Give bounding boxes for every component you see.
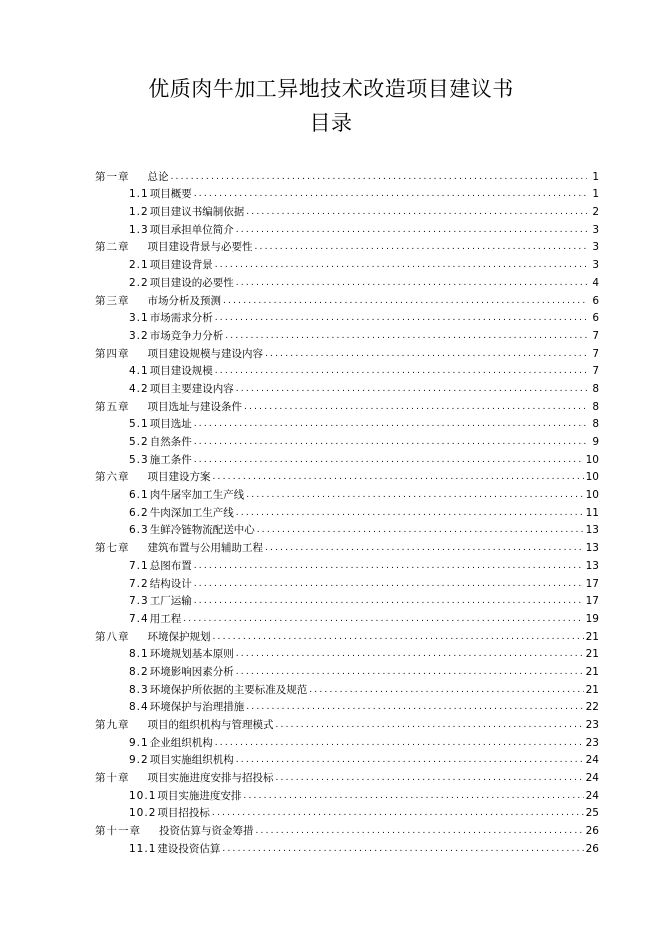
toc-dot-leader (194, 436, 587, 449)
toc-entry-title: 结构设计 (149, 577, 192, 590)
toc-entry-title: 建设投资估算 (157, 842, 221, 855)
toc-dot-leader (194, 595, 584, 608)
toc-dot-leader (257, 524, 584, 537)
toc-chapter-entry[interactable] (95, 396, 599, 414)
document-title: 优质肉牛加工异地技术改造项目建议书 (148, 77, 514, 101)
toc-section-entry[interactable] (95, 449, 599, 467)
toc-entry-number: 7.2 (129, 577, 149, 590)
toc-entry-number: 第一章 (95, 170, 130, 183)
toc-entry-title: 环境影响因素分析 (149, 665, 234, 678)
toc-entry-number: 10.1 (129, 789, 157, 802)
toc-entry-number: 6.1 (129, 489, 149, 502)
toc-section-entry[interactable] (95, 184, 599, 202)
toc-entry-number: 1.1 (129, 188, 149, 201)
toc-entry-number: 4.1 (129, 365, 149, 378)
toc-page-number: 24 (585, 789, 599, 802)
toc-section-entry[interactable] (95, 555, 599, 573)
toc-dot-leader (194, 454, 584, 467)
toc-entry-title: 市场竞争力分析 (149, 329, 224, 342)
toc-entry-title: 项目概要 (149, 188, 192, 201)
toc-section-entry[interactable] (95, 608, 599, 626)
toc-entry-title: 项目建设背景 (149, 259, 213, 272)
toc-dot-leader (194, 188, 587, 201)
toc-section-entry[interactable] (95, 272, 599, 290)
toc-entry-number: 第九章 (95, 719, 130, 731)
toc-section-entry[interactable] (95, 325, 599, 343)
toc-entry-title: 项目建设背景与必要性 (147, 241, 253, 254)
toc-page-number: 23 (585, 736, 599, 749)
toc-entry-number: 8.3 (129, 683, 149, 696)
toc-page-number: 6 (592, 294, 599, 307)
toc-chapter-entry[interactable] (95, 714, 599, 732)
toc-page-number: 26 (585, 842, 599, 855)
toc-dot-leader (243, 790, 583, 803)
toc-section-entry[interactable] (95, 697, 599, 715)
toc-dot-leader (222, 843, 583, 856)
toc-entry-title: 牛肉深加工生产线 (149, 506, 234, 519)
toc-dot-leader (246, 206, 587, 219)
toc-page-number: 8 (592, 382, 599, 395)
toc-dot-leader (246, 701, 583, 714)
toc-entry-number: 1.3 (129, 223, 149, 236)
toc-entry-number: 7.4 (129, 612, 149, 625)
toc-dot-leader (276, 719, 584, 732)
toc-section-entry[interactable] (95, 254, 599, 272)
toc-dot-leader (255, 241, 588, 254)
toc-dot-leader (236, 648, 584, 661)
toc-dot-leader (215, 312, 587, 325)
toc-entry-title: 施工条件 (149, 453, 192, 466)
toc-dot-leader (194, 418, 587, 431)
toc-entry-title: 自然条件 (149, 436, 192, 448)
toc-section-entry[interactable] (95, 378, 599, 396)
toc-page-number: 19 (585, 612, 599, 625)
toc-entry-number: 第四章 (95, 347, 130, 360)
toc-entry-title: 项目选址与建设条件 (147, 400, 242, 413)
toc-entry-title: 肉牛屠宰加工生产线 (149, 489, 245, 502)
toc-entry-title: 项目建设方案 (147, 471, 211, 484)
toc-section-entry[interactable] (95, 785, 599, 803)
toc-entry-number: 8.2 (129, 665, 149, 678)
toc-entry-title: 项目的组织机构与管理模式 (147, 719, 274, 731)
toc-dot-leader (236, 383, 587, 396)
toc-section-entry[interactable] (95, 219, 599, 237)
toc-dot-leader (215, 365, 587, 378)
toc-entry-number: 第七章 (95, 542, 130, 555)
toc-chapter-entry[interactable] (95, 626, 599, 644)
toc-dot-leader (265, 348, 587, 361)
toc-page-number: 3 (592, 241, 599, 254)
toc-entry-title: 项目建设规模 (149, 365, 213, 378)
toc-page-number: 4 (592, 276, 599, 289)
toc-page-number: 9 (592, 436, 599, 448)
toc-entry-title: 项目实施进度安排与招投标 (147, 772, 274, 785)
toc-page-number: 23 (585, 719, 599, 731)
toc-page-number: 7 (592, 329, 599, 342)
toc-entry-number: 4.2 (129, 382, 149, 395)
toc-entry-title: 环境保护与治理措施 (149, 701, 245, 714)
toc-entry-title: 市场需求分析 (149, 312, 213, 325)
toc-section-entry[interactable] (95, 201, 599, 219)
toc-entry-number: 第十一章 (95, 825, 141, 838)
toc-page-number: 25 (585, 807, 599, 820)
toc-chapter-entry[interactable] (95, 767, 599, 785)
toc-entry-number: 5.3 (129, 453, 149, 466)
toc-page-number: 17 (585, 595, 599, 608)
toc-dot-leader (246, 489, 583, 502)
toc-page-number: 1 (592, 170, 599, 183)
toc-page-number: 13 (585, 542, 599, 555)
toc-entry-title: 项目主要建设内容 (149, 382, 234, 395)
toc-entry-number: 5.2 (129, 436, 149, 448)
toc-entry-number: 11.1 (129, 842, 157, 855)
toc-dot-leader (194, 578, 584, 591)
toc-section-entry[interactable] (95, 838, 599, 856)
toc-page-number: 3 (592, 223, 599, 236)
toc-chapter-entry[interactable] (95, 237, 599, 255)
toc-section-entry[interactable] (95, 361, 599, 379)
toc-entry-number: 1.2 (129, 206, 149, 219)
toc-dot-leader (265, 542, 584, 555)
toc-section-entry[interactable] (95, 591, 599, 609)
toc-dot-leader (171, 171, 588, 184)
toc-dot-leader (236, 224, 587, 237)
toc-page-number: 24 (585, 754, 599, 767)
toc-entry-title: 项目选址 (149, 418, 192, 431)
toc-page-number: 3 (592, 259, 599, 272)
toc-entry-title: 总图布置 (149, 559, 192, 572)
toc-entry-number: 2.1 (129, 259, 149, 272)
toc-entry-title: 总论 (147, 170, 169, 183)
toc-entry-number: 第二章 (95, 241, 130, 254)
toc-chapter-entry[interactable] (95, 467, 599, 485)
toc-dot-leader (256, 825, 584, 838)
toc-page-number: 21 (585, 683, 599, 696)
toc-page-number: 7 (592, 365, 599, 378)
toc-chapter-entry[interactable] (95, 290, 599, 308)
toc-page-number: 13 (585, 524, 599, 537)
toc-dot-leader (244, 401, 587, 414)
toc-page-number: 10 (585, 471, 599, 484)
toc-dot-leader (236, 277, 587, 290)
toc-entry-title: 建筑布置与公用辅助工程 (147, 542, 263, 555)
toc-page-number: 21 (585, 665, 599, 678)
toc-page-number: 11 (585, 506, 599, 519)
toc-entry-title: 企业组织机构 (149, 736, 213, 749)
toc-entry-number: 第三章 (95, 294, 130, 307)
toc-page-number: 8 (592, 400, 599, 413)
toc-entry-number: 9.1 (129, 736, 149, 749)
toc-section-entry[interactable] (95, 573, 599, 591)
toc-section-entry[interactable] (95, 679, 599, 697)
toc-section-entry[interactable] (95, 661, 599, 679)
toc-entry-title: 项目建设规模与建设内容 (147, 347, 263, 360)
toc-dot-leader (194, 560, 584, 573)
toc-entry-title: 环境保护所依据的主要标准及规范 (149, 683, 308, 696)
toc-page-number: 24 (585, 772, 599, 785)
toc-entry-number: 第十章 (95, 772, 130, 785)
toc-entry-number: 8.1 (129, 648, 149, 661)
toc-page-number: 7 (592, 347, 599, 360)
toc-entry-title: 项目承担单位简介 (149, 223, 234, 236)
toc-dot-leader (183, 613, 583, 626)
toc-entry-number: 7.1 (129, 559, 149, 572)
toc-entry-number: 6.3 (129, 524, 149, 537)
toc-dot-leader (215, 259, 587, 272)
toc-page-number: 17 (585, 577, 599, 590)
toc-heading: 目录 (309, 111, 353, 135)
toc-entry-title: 项目建设的必要性 (149, 276, 234, 289)
toc-chapter-entry[interactable] (95, 166, 599, 184)
toc-entry-number: 10.2 (129, 807, 157, 820)
table-of-contents (95, 166, 599, 856)
toc-page-number: 10 (585, 453, 599, 466)
toc-entry-title: 用工程 (149, 612, 182, 625)
toc-entry-number: 3.1 (129, 312, 149, 325)
toc-section-entry[interactable] (95, 750, 599, 768)
toc-chapter-entry[interactable] (95, 537, 599, 555)
toc-page-number: 10 (585, 489, 599, 502)
toc-section-entry[interactable] (95, 732, 599, 750)
toc-section-entry[interactable] (95, 308, 599, 326)
toc-entry-number: 5.1 (129, 418, 149, 431)
toc-entry-title: 环境保护规划 (147, 630, 211, 643)
toc-entry-number: 第八章 (95, 630, 130, 643)
toc-entry-number: 7.3 (129, 595, 149, 608)
toc-entry-title: 市场分析及预测 (147, 294, 221, 307)
toc-entry-number: 8.4 (129, 701, 149, 714)
toc-section-entry[interactable] (95, 484, 599, 502)
toc-dot-leader (236, 666, 584, 679)
toc-entry-title: 项目建议书编制依据 (149, 206, 245, 219)
toc-dot-leader (276, 772, 584, 785)
toc-section-entry[interactable] (95, 431, 599, 449)
toc-section-entry[interactable] (95, 803, 599, 821)
toc-section-entry[interactable] (95, 414, 599, 432)
toc-entry-number: 2.2 (129, 276, 149, 289)
toc-dot-leader (225, 330, 587, 343)
toc-section-entry[interactable] (95, 520, 599, 538)
toc-page-number: 6 (592, 312, 599, 325)
toc-entry-number: 6.2 (129, 506, 149, 519)
toc-entry-title: 工厂运输 (149, 595, 192, 608)
toc-dot-leader (212, 807, 584, 820)
toc-page-number: 8 (592, 418, 599, 431)
toc-section-entry[interactable] (95, 502, 599, 520)
toc-entry-number: 3.2 (129, 329, 149, 342)
toc-entry-title: 投资估算与资金筹措 (159, 825, 254, 838)
toc-page-number: 13 (585, 559, 599, 572)
toc-entry-title: 项目实施进度安排 (157, 789, 242, 802)
toc-entry-number: 第六章 (95, 471, 130, 484)
toc-dot-leader (213, 471, 584, 484)
toc-chapter-entry[interactable] (95, 820, 599, 838)
toc-entry-title: 环境规划基本原则 (149, 648, 234, 661)
toc-dot-leader (215, 737, 584, 750)
toc-page-number: 22 (585, 701, 599, 714)
toc-dot-leader (236, 754, 584, 767)
toc-dot-leader (213, 631, 584, 644)
toc-entry-title: 项目实施组织机构 (149, 754, 234, 767)
toc-chapter-entry[interactable] (95, 343, 599, 361)
toc-page-number: 26 (585, 825, 599, 838)
toc-page-number: 2 (592, 206, 599, 219)
toc-page-number: 1 (592, 188, 599, 201)
toc-section-entry[interactable] (95, 644, 599, 662)
toc-entry-number: 第五章 (95, 400, 130, 413)
toc-page-number: 21 (585, 648, 599, 661)
toc-dot-leader (223, 295, 587, 308)
toc-entry-title: 项目招投标 (157, 807, 210, 820)
toc-entry-number: 9.2 (129, 754, 149, 767)
toc-dot-leader (236, 507, 584, 520)
toc-dot-leader (309, 684, 583, 697)
toc-entry-title: 生鲜冷链物流配送中心 (149, 524, 255, 537)
toc-page-number: 21 (585, 630, 599, 643)
